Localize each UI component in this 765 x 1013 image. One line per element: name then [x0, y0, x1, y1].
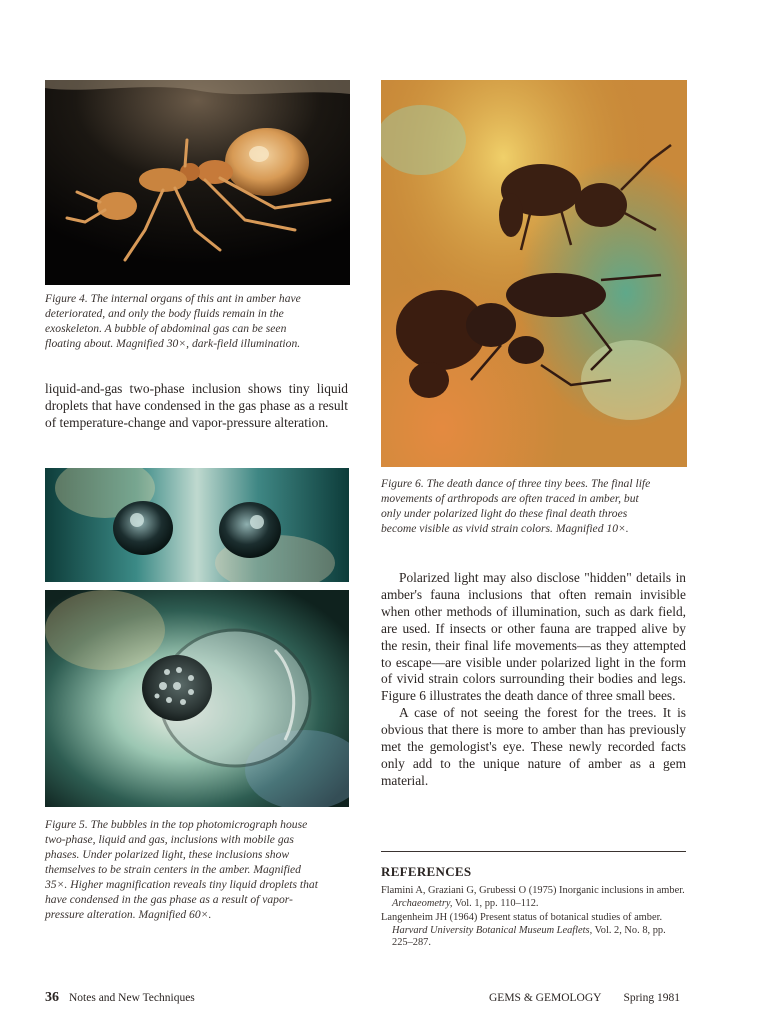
- figure-6-photo: [381, 80, 687, 467]
- section-name: Notes and New Techniques: [69, 992, 195, 1004]
- right-column-text: [381, 570, 686, 790]
- issue-date: Spring 1981: [623, 992, 680, 1004]
- paragraph-forest-trees: A case of not seeing the forest for the trees. It is obvious that there is more to amber than has previously met the gemologist's eye. These newly recorded facts only add to the unique nature of amber as a gem material.: [381, 705, 686, 788]
- figure-5-caption: Figure 5. The bubbles in the top photomicrograph house two-phase, liquid and gas, inclusions with mobile gas phases. Under polarized light, these inclusions show themselves to be strain centers in the amber. Magnified 35×. Higher magnification reveals tiny liquid droplets that have condensed in the gas phase as a result of vapor-pressure alteration. Magnified 60×.: [45, 818, 318, 921]
- paragraph-polarized-light: Polarized light may also disclose "hidden" details in amber's fauna inclusions that often remain invisible when other methods of illumination, such as dark field, are used. If insects or other fauna are trapped alive by the resin, their final life movements—as they attempted to escape—are visible under polarized light in the form of vivid strain colors surrounding their bodies and legs. Figure 6 illustrates the death dance of three small bees.: [381, 570, 686, 704]
- reference-item: Langenheim JH (1964) Present status of botanical studies of amber. Harvard University Botanical Museum Leaflets, Vol. 2, No. 8, pp. 225–287.: [381, 912, 666, 949]
- figure-4-caption: Figure 4. The internal organs of this ant in amber have deteriorated, and only the body fluids remain in the exoskeleton. A bubble of abdominal gas can be seen floating about. Magnified 30×, dark-field illumination.: [45, 292, 301, 350]
- figure-5-top-photo: [45, 468, 349, 582]
- figure-5-bottom-photo: [45, 590, 349, 807]
- footer-right: [489, 992, 680, 1004]
- left-column-text: liquid-and-gas two-phase inclusion shows tiny liquid droplets that have condensed in the gas phase as a result of temperature-change and vapor-pressure alteration.: [45, 381, 348, 430]
- references-list: [381, 885, 686, 950]
- journal-name: GEMS & GEMOLOGY: [489, 992, 602, 1004]
- figure-4-photo: [45, 80, 350, 285]
- page-number: 36: [45, 990, 59, 1005]
- footer-left: [45, 990, 195, 1006]
- reference-item: Flamini A, Graziani G, Grubessi O (1975) Inorganic inclusions in amber. Archaeometry, Vol. 1, pp. 110–112.: [381, 885, 685, 909]
- references-heading: REFERENCES: [381, 864, 472, 879]
- figure-6-caption: Figure 6. The death dance of three tiny bees. The final life movements of arthropods are often traced in amber, but only under polarized light do these final death throes become visible as vivid strain colors. Magnified 10×.: [381, 477, 651, 535]
- references-rule: [381, 851, 686, 852]
